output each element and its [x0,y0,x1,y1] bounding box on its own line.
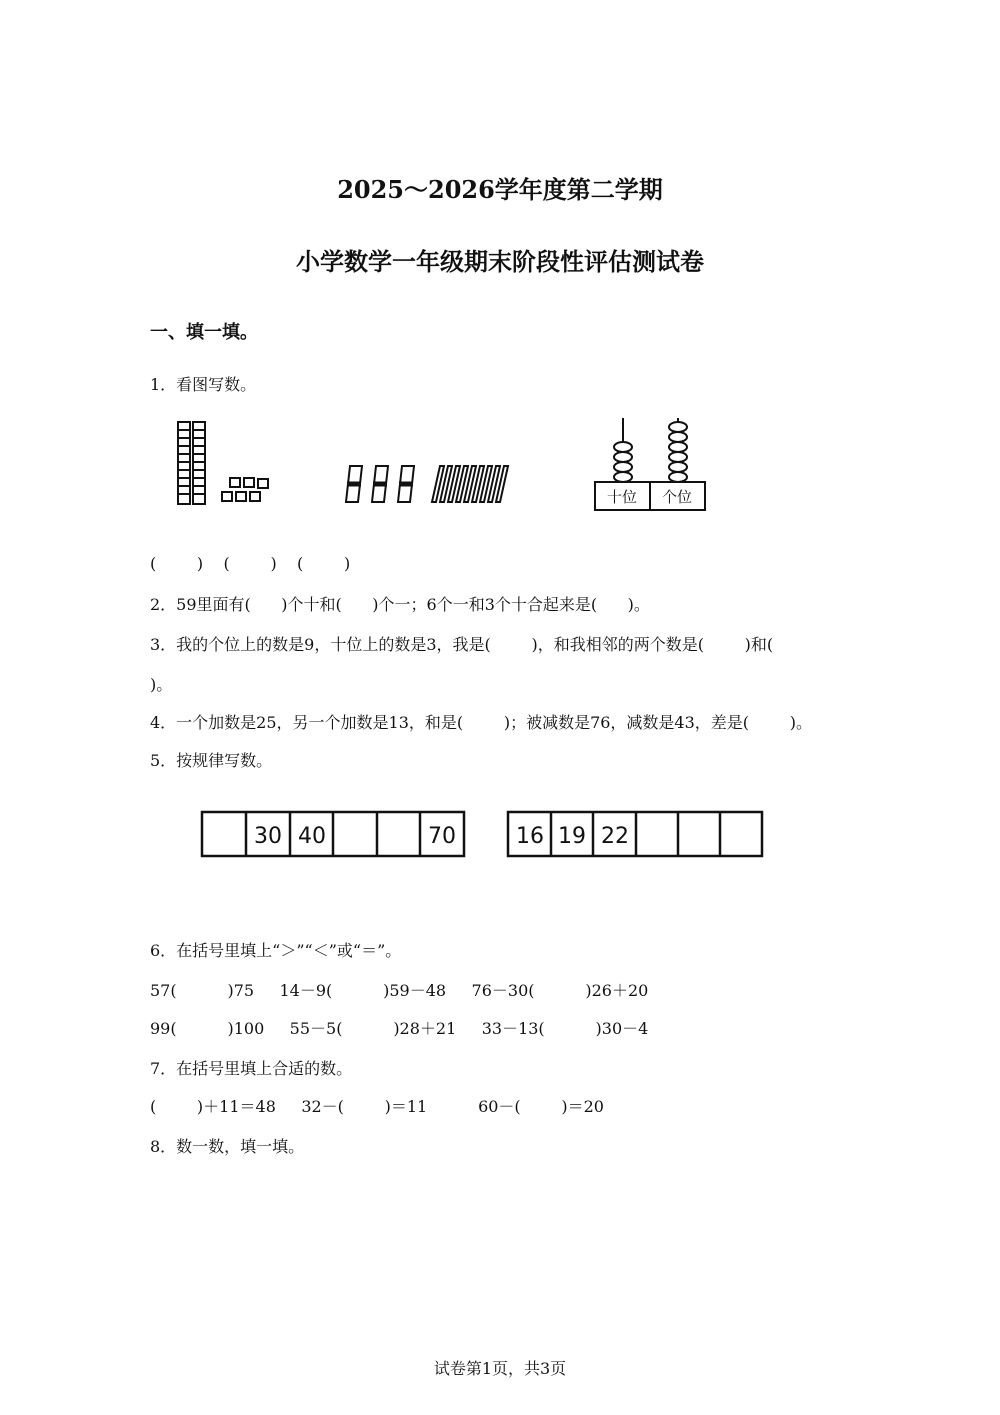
question-6-prompt: 6．在括号里填上“＞”“＜”或“＝”。 [150,941,402,960]
abacus-ones-label: 个位 [661,488,693,506]
page-footer: 试卷第1页，共3页 [433,1359,567,1378]
question-8-prompt: 8．数一数，填一填。 [150,1137,305,1156]
question-3-line2: )。 [150,675,173,694]
abacus-tens-label: 十位 [606,488,638,506]
question-1-answer-blanks[interactable]: ( ) ( ) ( ) [150,554,351,573]
question-7-prompt: 7．在括号里填上合适的数。 [150,1059,353,1078]
question-5-prompt: 5．按规律写数。 [150,751,273,770]
question-4: 4．一个加数是25，另一个加数是13，和是( )；被减数是76，减数是43，差是( )。 [150,713,812,732]
exam-title-line2: 小学数学一年级期末阶段性评估测试卷 [296,247,704,276]
question-6-row1[interactable]: 57( )75 14－9( )59－48 76－30( )26＋20 [150,981,649,1000]
question-1-figures [150,410,730,520]
seq2-cell-3: 22 [601,824,629,849]
seq2-cell-2: 19 [558,824,586,849]
question-3-line1: 3．我的个位上的数是9，十位上的数是3，我是( )，和我相邻的两个数是( )和( [150,635,774,654]
question-6-row2[interactable]: 99( )100 55－5( )28＋21 33－13( )30－4 [150,1019,649,1038]
question-1-prompt: 1．看图写数。 [150,375,257,394]
seq1-cell-6: 70 [428,824,456,849]
stick-bundles-figure [346,466,508,502]
question-7-row1[interactable]: ( )＋11＝48 32－( )＝11 60－( )＝20 [150,1097,604,1116]
seq1-cell-3: 40 [298,824,326,849]
tens-rods-and-ones-figure [178,422,268,504]
seq2-cell-1: 16 [516,824,544,849]
question-2: 2．59里面有( )个十和( )个一；6个一和3个十合起来是( )。 [150,595,650,614]
exam-title-line1: 2025～2026学年度第二学期 [337,175,663,204]
question-5-sequences [200,810,770,860]
section-heading-fill-in: 一、填一填。 [150,322,258,343]
seq1-cell-2: 30 [254,824,282,849]
